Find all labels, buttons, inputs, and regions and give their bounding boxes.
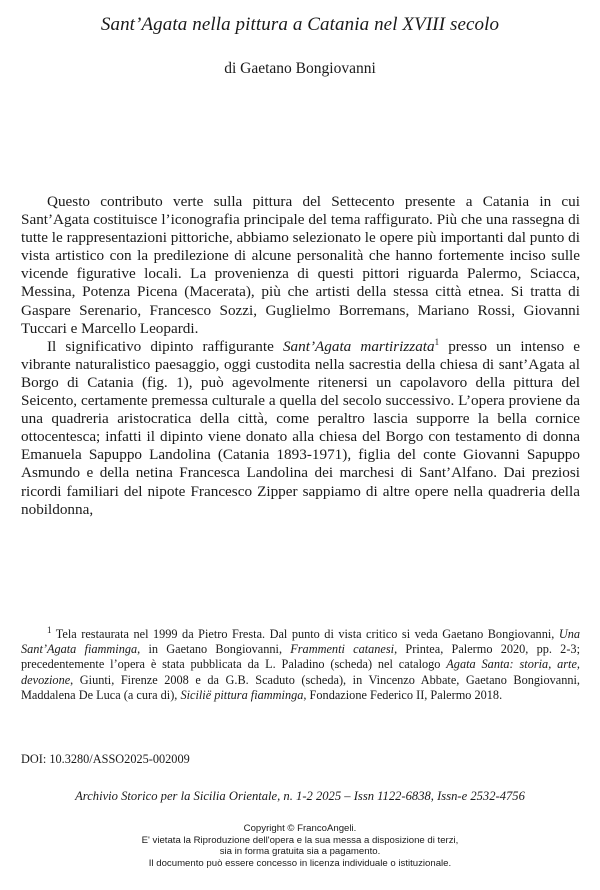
footnote-italic: Sicilië pittura fiamminga [180,687,304,702]
paragraph-2-rest: presso un intenso e vibrante naturalistico paesaggio, oggi custodita nella sacrestia della chiesa di sant’Agata al Borgo di Catania (fig. 1), può agevolmente ritenersi un capolavoro della pittura del Seicento, certamente premessa culturale a quella del secolo successivo. L’opera proviene da una quadreria aristocratica della città, come peraltro lascia supporre la bella cornice ottocentesca; infatti il dipinto viene donato alla chiesa del Borgo con testamento di donna Emanuela Sapuppo Landolina (Catania 1893-1971), figlia del conte Giovanni Sapuppo Asmundo e della netina Francesca Landolina dei marchesi di Sant’Alfano. Dai preziosi ricordi familiari del nipote Francesco Zipper sappiamo di altre opere nella quadreria della nobildonna, [21,337,581,518]
footnote [21,624,581,703]
doi-label[interactable]: DOI: 10.3280/ASSO2025-002009 [21,752,190,766]
footnote-italic: Una Sant’Agata fiamminga [21,627,581,657]
footnote-text: , Printea, Palermo 2020, pp. 2-3; precedentemente l’opera è stata pubblicata da L. Paladino (scheda) nel catalogo [21,642,580,672]
footnote-text: Tela restaurata nel 1999 da Pietro Fresta. Dal punto di vista critico si veda Gaetano Bongiovanni, [55,627,555,641]
artwork-title: Sant’Agata martirizzata [282,337,435,355]
copyright-notice [0,823,600,869]
footnote-italic: Agata Santa: storia, arte, devozione [21,657,581,687]
footnote-ref[interactable]: 1 [434,336,440,347]
copyright-line: Il documento può essere concesso in licenza individuale o istituzionale. [148,857,452,869]
journal-citation: Archivio Storico per la Sicilia Orientale, n. 1-2 2025 – Issn 1122-6838, Issn-e 2532-4756 [75,789,525,803]
paragraph-1: Questo contributo verte sulla pittura del Settecento presente a Catania in cui Sant’Agata costituisce l’iconografia principale del tema raffigurato. Più che una rassegna di tutte le rappresentazioni pittoriche, abbiamo selezionato le opere più importanti dal punto di vista artistico con la predilezione di alcune personalità che hanno fortemente inciso sulle vicende figurative locali. La provenienza di questi pittori riguarda Palermo, Sciacca, Messina, Potenza Picena (Macerata), più che artisti della stessa città etnea. Si tratta di Gaspare Serenario, Francesco Sozzi, Guglielmo Borremans, Mariano Rossi, Giovanni Tuccari e Marcello Leopardi. [21,193,580,337]
article-title: Sant’Agata nella pittura a Catania nel XVIII secolo [100,14,500,35]
copyright-line: sia in forma gratuita sia a pagamento. [219,846,381,858]
copyright-line: Copyright © FrancoAngeli. [243,823,357,834]
footnote-text: , Fondazione Federico II, Palermo 2018. [303,687,503,702]
article-author: di Gaetano Bongiovanni [224,60,376,77]
paragraph-2 [21,338,580,519]
footnote-number: 1 [47,624,52,635]
footnote-1 [21,624,581,703]
footnote-italic: Frammenti catanesi [290,642,395,657]
copyright-line: E' vietata la Riproduzione dell'opera e la sua messa a disposizione di terzi, [141,834,459,846]
footnote-text: , Giunti, Firenze 2008 e da G.B. Scaduto (scheda), in Vincenzo Abbate, Gaetano Bongiovanni, Maddalena De Luca (a cura di), [21,672,580,702]
footnote-text: , in Gaetano Bongiovanni, [137,642,283,657]
article-body [21,193,580,519]
paragraph-2-start: Il significativo dipinto raffigurante [47,337,274,355]
